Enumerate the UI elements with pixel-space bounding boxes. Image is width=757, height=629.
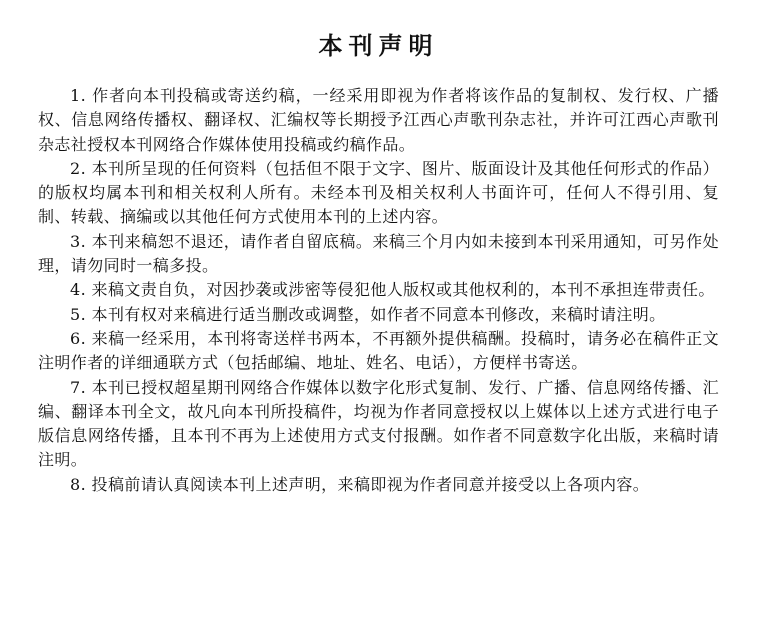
clause-2: 2. 本刊所呈现的任何资料（包括但不限于文字、图片、版面设计及其他任何形式的作品）的版权均属本刊和相关权利人所有。未经本刊及相关权利人书面许可，任何人不得引用、复制、转载、摘编或以其他任何方式使用本刊的上述内容。 <box>38 158 719 227</box>
clause-3: 3. 本刊来稿恕不退还，请作者自留底稿。来稿三个月内如未接到本刊采用通知，可另作处理，请勿同时一稿多投。 <box>38 231 719 276</box>
clause-8: 8. 投稿前请认真阅读本刊上述声明，来稿即视为作者同意并接受以上各项内容。 <box>70 474 650 494</box>
clause-5: 5. 本刊有权对来稿进行适当删改或调整，如作者不同意本刊修改，来稿时请注明。 <box>70 304 666 324</box>
clause-6: 6. 来稿一经采用，本刊将寄送样书两本，不再额外提供稿酬。投稿时，请务必在稿件正文注明作者的详细通联方式（包括邮编、地址、姓名、电话），方便样书寄送。 <box>38 328 719 373</box>
clause-4: 4. 来稿文责自负，对因抄袭或涉密等侵犯他人版权或其他权利的，本刊不承担连带责任。 <box>70 280 715 300</box>
page-title: 本刊声明 <box>318 32 439 60</box>
clause-1: 1. 作者向本刊投稿或寄送约稿，一经采用即视为作者将该作品的复制权、发行权、广播权、信息网络传播权、翻译权、汇编权等长期授予江西心声歌刊杂志社，并许可江西心声歌刊杂志社授权本刊网络合作媒体使用投稿或约稿作品。 <box>38 86 719 154</box>
statement-page <box>38 20 719 497</box>
clause-7: 7. 本刊已授权超星期刊网络合作媒体以数字化形式复制、发行、广播、信息网络传播、汇编、翻译本刊全文，故凡向本刊所投稿件，均视为作者同意授权以上媒体以上述方式进行电子版信息网络传播，且本刊不再为上述使用方式支付报酬。如作者不同意数字化出版，来稿时请注明。 <box>38 377 719 470</box>
